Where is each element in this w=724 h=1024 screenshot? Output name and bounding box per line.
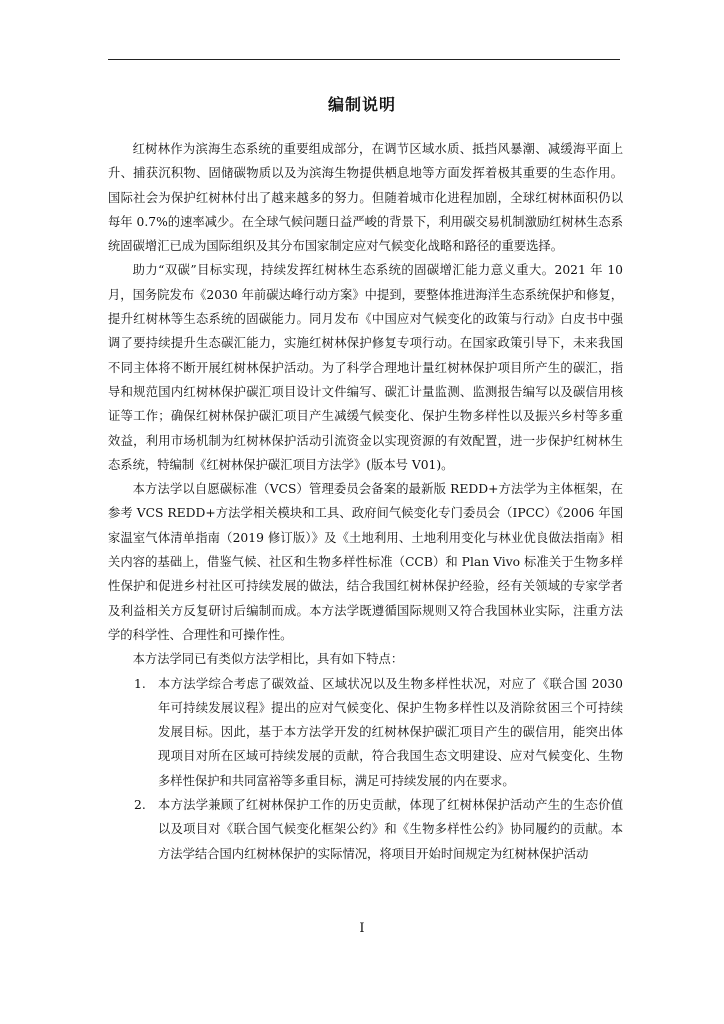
list-item-text: 本方法学兼顾了红树林保护工作的历史贡献，体现了红树林保护活动产生的生态价值以及项目对《联合国气候变化框架公约》和《生物多样性公约》协同履约的贡献。本方法学结合国内红树林保护的实际情况，将项目开始时间规定为红树林保护活动 (158, 798, 623, 861)
feature-list (108, 672, 623, 866)
paragraph: 本方法学以自愿碳标准（VCS）管理委员会备案的最新版 REDD+方法学为主体框架，在参考 VCS REDD+方法学相关模块和工具、政府间气候变化专门委员会（IPCC）《2006 年国家温室气体清单指南（2019 修订版）》及《土地利用、土地利用变化与林业优良做法指南》相关内容的基础上，借鉴气候、社区和生物多样性标准（CCB）和 Plan Vivo 标准关于生物多样性保护和促进乡村社区可持续发展的做法，结合我国红树林保护经验，经有关领域的专家学者及利益相关方反复研讨后编制而成。本方法学既遵循国际规则又符合我国林业实际，注重方法学的科学性、合理性和可操作性。 (108, 482, 623, 642)
page-title: 编制说明 (327, 95, 396, 114)
list-item-text: 本方法学综合考虑了碳效益、区域状况以及生物多样性状况，对应了《联合国 2030 年可持续发展议程》提出的应对气候变化、保护生物多样性以及消除贫困三个可持续发展目标。因此，基于本方法学开发的红树林保护碳汇项目产生的碳信用，能突出体现项目对所在区域可持续发展的贡献，符合我国生态文明建设、应对气候变化、生物多样性保护和共同富裕等多重目标，满足可持续发展的内在要求。 (158, 676, 623, 788)
list-item (108, 672, 623, 793)
document-body (108, 137, 623, 866)
header-rule (108, 59, 620, 60)
list-item-number: 2. (134, 798, 146, 813)
list-item-number: 1. (134, 676, 146, 691)
paragraph: 助力“双碳”目标实现，持续发挥红树林生态系统的固碳增汇能力意义重大。2021 年 10 月，国务院发布《2030 年前碳达峰行动方案》中提到，要整体推进海洋生态系统保护和修复，提升红树林等生态系统的固碳能力。同月发布《中国应对气候变化的政策与行动》白皮书中强调了要持续提升生态碳汇能力，实施红树林保护修复专项行动。在国家政策引导下，未来我国不同主体将不断开展红树林保护活动。为了科学合理地计量红树林保护项目所产生的碳汇，指导和规范国内红树林保护碳汇项目设计文件编写、碳汇计量监测、监测报告编写以及碳信用核证等工作；确保红树林保护碳汇项目产生减缓气候变化、保护生物多样性以及振兴乡村等多重效益，利用市场机制为红树林保护活动引流资金以实现资源的有效配置，进一步保护红树林生态系统，特编制《红树林保护碳汇项目方法学》(版本号 V01)。 (108, 263, 623, 472)
list-item (108, 793, 623, 866)
paragraph: 本方法学同已有类似方法学相比，具有如下特点： (132, 652, 404, 667)
page-number: I (359, 921, 365, 936)
paragraph: 红树林作为滨海生态系统的重要组成部分，在调节区域水质、抵挡风暴潮、减缓海平面上升、捕获沉积物、固储碳物质以及为滨海生物提供栖息地等方面发挥着极其重要的生态作用。国际社会为保护红树林付出了越来越多的努力。但随着城市化进程加剧，全球红树林面积仍以每年 0.7%的速率减少。在全球气候问题日益严峻的背景下，利用碳交易机制激励红树林生态系统固碳增汇已成为国际组织及其分布国家制定应对气候变化战略和路径的重要选择。 (108, 142, 623, 254)
